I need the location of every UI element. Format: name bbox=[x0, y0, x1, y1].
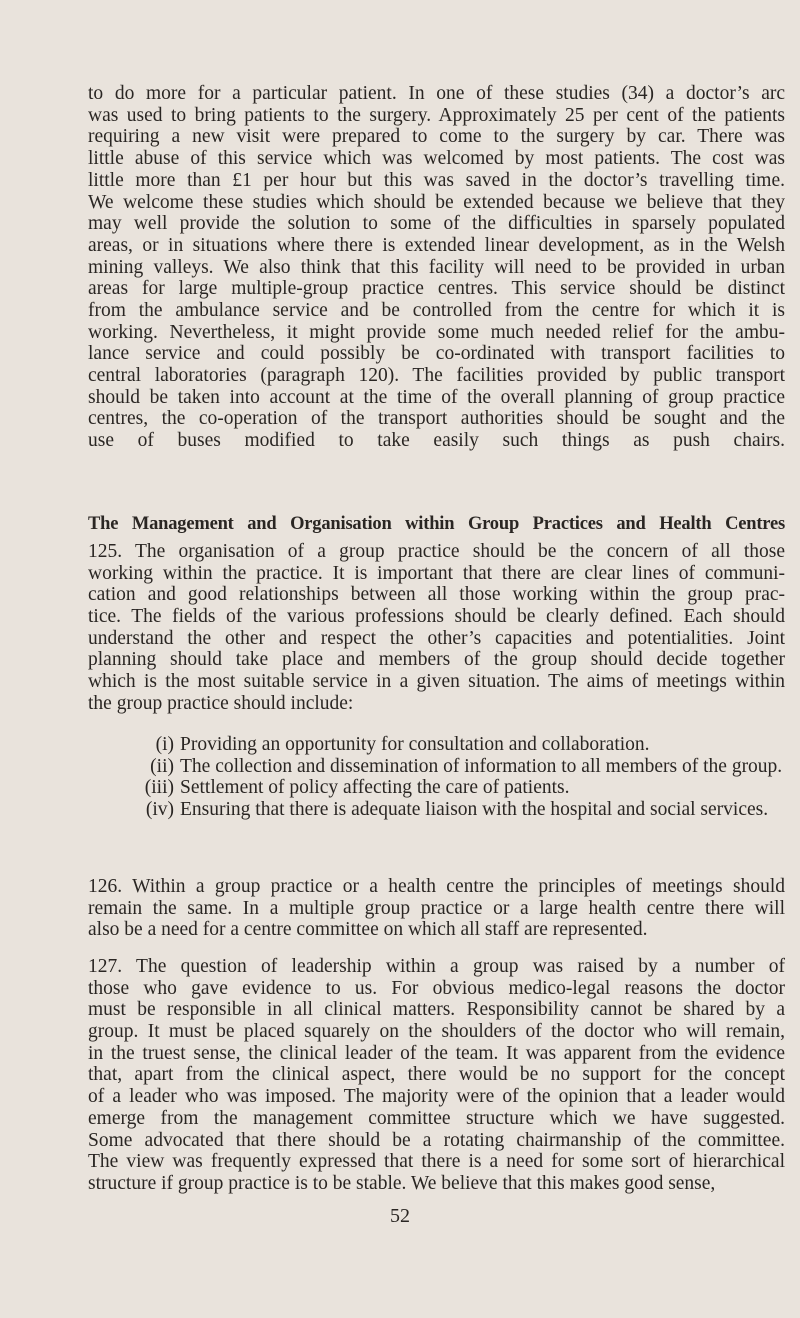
list-item-text: Ensuring that there is adequate liaison with the hospital and social services. bbox=[180, 799, 769, 821]
page-number: 52 bbox=[390, 1205, 410, 1227]
text-line: that, apart from the clinical aspect, there would be no support for the concept bbox=[88, 1064, 785, 1086]
text-line: little more than £1 per hour but this was saved in the doctor’s travelling time. bbox=[88, 169, 785, 191]
text-line: 127. The question of leadership within a group was raised by a number of bbox=[88, 956, 785, 977]
paragraph-continued bbox=[88, 83, 785, 452]
text-line: should be taken into account at the time of the overall planning of group practice bbox=[88, 386, 785, 408]
text-line: those who gave evidence to us. For obvious medico-legal reasons the doctor bbox=[88, 977, 785, 999]
text-line: use of buses modified to take easily such things as push chairs. bbox=[88, 430, 785, 452]
list-item bbox=[130, 734, 785, 756]
paragraph-126 bbox=[88, 876, 785, 941]
text-line: cation and good relationships between all those working within the group prac- bbox=[88, 584, 785, 606]
list-item-number: (i) bbox=[155, 734, 174, 755]
list-item-text: The collection and dissemination of information to all members of the group. bbox=[180, 755, 783, 777]
text-line: The view was frequently expressed that there is a need for some sort of hierarchical bbox=[88, 1151, 785, 1173]
text-line: to do more for a particular patient. In one of these studies (34) a doctor’s arc bbox=[88, 83, 785, 105]
aims-list bbox=[130, 734, 785, 821]
text-line: must be responsible in all clinical matters. Responsibility cannot be shared by a bbox=[88, 999, 785, 1021]
list-item bbox=[130, 799, 785, 821]
text-line: the group practice should include: bbox=[88, 692, 354, 714]
text-line: areas, or in situations where there is extended linear development, as in the Welsh bbox=[88, 234, 785, 256]
list-item-number: (iii) bbox=[144, 777, 174, 799]
text-line: little abuse of this service which was welcomed by most patients. The cost was bbox=[88, 148, 785, 170]
text-line: lance service and could possibly be co-ordinated with transport facilities to bbox=[88, 343, 785, 365]
text-line: working. Nevertheless, it might provide some much needed relief for the ambu- bbox=[88, 321, 785, 343]
list-item-number: (iv) bbox=[145, 799, 174, 821]
text-line: central laboratories (paragraph 120). The facilities provided by public transport bbox=[88, 365, 785, 387]
text-line: planning should take place and members of the group should decide together bbox=[88, 649, 785, 671]
text-line: from the ambulance service and be controlled from the centre for which it is bbox=[88, 299, 785, 321]
list-item-number: (ii) bbox=[150, 755, 174, 777]
paragraph-125 bbox=[88, 541, 785, 715]
list-item-text: Providing an opportunity for consultation and collaboration. bbox=[180, 734, 650, 755]
text-line: in the truest sense, the clinical leader of the team. It was apparent from the evidence bbox=[88, 1042, 785, 1064]
list-item bbox=[130, 756, 785, 778]
text-line: tice. The fields of the various professions should be clearly defined. Each should bbox=[88, 606, 785, 628]
text-line: understand the other and respect the other’s capacities and potentialities. Joint bbox=[88, 627, 785, 649]
section-heading: The Management and Organisation within Group Practices and Health Centres bbox=[88, 514, 785, 534]
text-line: may well provide the solution to some of the difficulties in sparsely populated bbox=[88, 213, 785, 235]
paragraph-127 bbox=[88, 956, 785, 1195]
list-item-text: Settlement of policy affecting the care of patients. bbox=[180, 777, 570, 799]
text-line: centres, the co-operation of the transport authorities should be sought and the bbox=[88, 408, 785, 430]
text-line: remain the same. In a multiple group practice or a large health centre there will bbox=[88, 897, 785, 919]
text-line: Some advocated that there should be a rotating chairmanship of the committee. bbox=[88, 1129, 785, 1151]
text-line: areas for large multiple-group practice centres. This service should be distinct bbox=[88, 278, 785, 300]
text-line: was used to bring patients to the surgery. Approximately 25 per cent of the patients bbox=[88, 104, 785, 126]
text-line: which is the most suitable service in a given situation. The aims of meetings within bbox=[88, 671, 785, 693]
text-line: emerge from the management committee structure which we have suggested. bbox=[88, 1107, 785, 1129]
text-line: requiring a new visit were prepared to come to the surgery by car. There was bbox=[88, 126, 785, 148]
text-line: group. It must be placed squarely on the shoulders of the doctor who will remain, bbox=[88, 1021, 785, 1043]
text-line: 125. The organisation of a group practice should be the concern of all those bbox=[88, 541, 785, 562]
text-line: mining valleys. We also think that this facility will need to be provided in urban bbox=[88, 256, 785, 278]
text-line: of a leader who was imposed. The majority were of the opinion that a leader would bbox=[88, 1086, 785, 1108]
text-line: We welcome these studies which should be extended because we believe that they bbox=[88, 191, 785, 213]
text-line: also be a need for a centre committee on which all staff are represented. bbox=[88, 919, 648, 941]
text-line: structure if group practice is to be stable. We believe that this makes good sense, bbox=[88, 1172, 716, 1194]
text-line: 126. Within a group practice or a health centre the principles of meetings should bbox=[88, 876, 785, 897]
text-line: working within the practice. It is important that there are clear lines of communi- bbox=[88, 562, 785, 584]
list-item bbox=[130, 777, 785, 799]
